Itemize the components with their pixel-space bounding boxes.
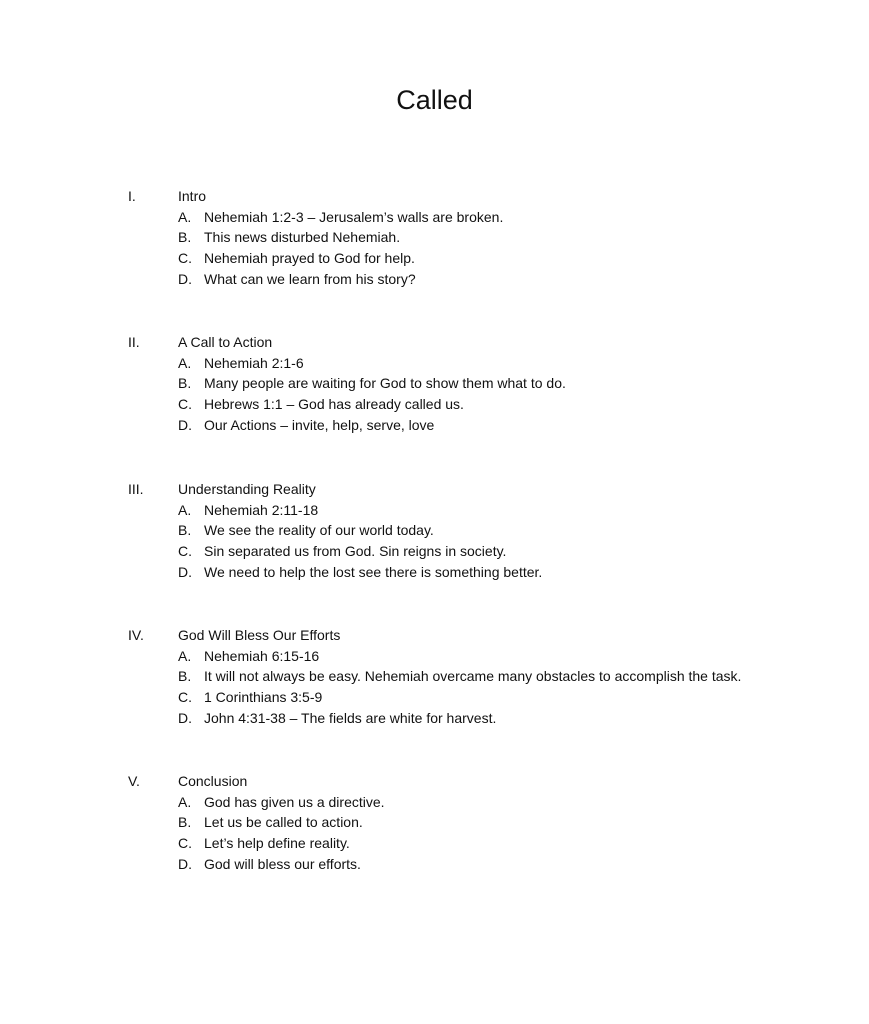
item-letter: C.: [178, 688, 192, 705]
item-text: Hebrews 1:1 – God has already called us.: [204, 395, 464, 412]
item-text: God has given us a directive.: [204, 793, 385, 810]
item-text: Nehemiah 2:11-18: [204, 501, 319, 518]
item-letter: A.: [178, 208, 192, 225]
item-text: Nehemiah 1:2-3 – Jerusalem’s walls are broken.: [204, 208, 504, 225]
item-text: Many people are waiting for God to show them what to do.: [204, 375, 566, 392]
item-letter: C.: [178, 249, 192, 266]
section-numeral: V.: [128, 773, 140, 789]
item-text: Nehemiah prayed to God for help.: [204, 249, 415, 266]
item-letter: D.: [178, 563, 192, 580]
section-numeral: III.: [128, 481, 144, 497]
item-letter: A.: [178, 647, 192, 664]
item-text: What can we learn from his story?: [204, 270, 416, 287]
section-heading: Intro: [178, 188, 207, 204]
section-heading: Conclusion: [178, 773, 248, 789]
item-letter: B.: [178, 814, 192, 831]
item-letter: B.: [178, 229, 192, 246]
item-text: It will not always be easy. Nehemiah overcame many obstacles to accomplish the task.: [204, 668, 742, 685]
item-letter: A.: [178, 501, 192, 518]
section-numeral: I.: [128, 188, 136, 204]
item-text: John 4:31-38 – The fields are white for harvest.: [204, 709, 497, 726]
item-text: Nehemiah 2:1-6: [204, 354, 304, 371]
section-numeral: II.: [128, 334, 140, 350]
section-numeral: IV.: [128, 627, 144, 643]
section-heading: A Call to Action: [178, 334, 273, 350]
item-text: We see the reality of our world today.: [204, 522, 434, 539]
item-text: Sin separated us from God. Sin reigns in society.: [204, 542, 507, 559]
item-letter: B.: [178, 522, 192, 539]
item-letter: D.: [178, 270, 192, 287]
item-letter: D.: [178, 855, 192, 872]
item-text: 1 Corinthians 3:5-9: [204, 688, 323, 705]
item-letter: D.: [178, 416, 192, 433]
section-heading: God Will Bless Our Efforts: [178, 627, 341, 643]
item-text: Let us be called to action.: [204, 814, 363, 831]
item-text: Let’s help define reality.: [204, 834, 350, 851]
item-text: Our Actions – invite, help, serve, love: [204, 416, 435, 433]
item-letter: D.: [178, 709, 192, 726]
item-text: We need to help the lost see there is something better.: [204, 563, 543, 580]
item-text: God will bless our efforts.: [204, 855, 361, 872]
item-letter: B.: [178, 668, 192, 685]
item-letter: C.: [178, 834, 192, 851]
item-text: This news disturbed Nehemiah.: [204, 229, 401, 246]
document-title: Called: [396, 85, 473, 115]
item-letter: C.: [178, 395, 192, 412]
item-letter: A.: [178, 793, 192, 810]
item-letter: C.: [178, 542, 192, 559]
section-heading: Understanding Reality: [178, 481, 316, 497]
item-letter: B.: [178, 375, 192, 392]
item-letter: A.: [178, 354, 192, 371]
item-text: Nehemiah 6:15-16: [204, 647, 320, 664]
